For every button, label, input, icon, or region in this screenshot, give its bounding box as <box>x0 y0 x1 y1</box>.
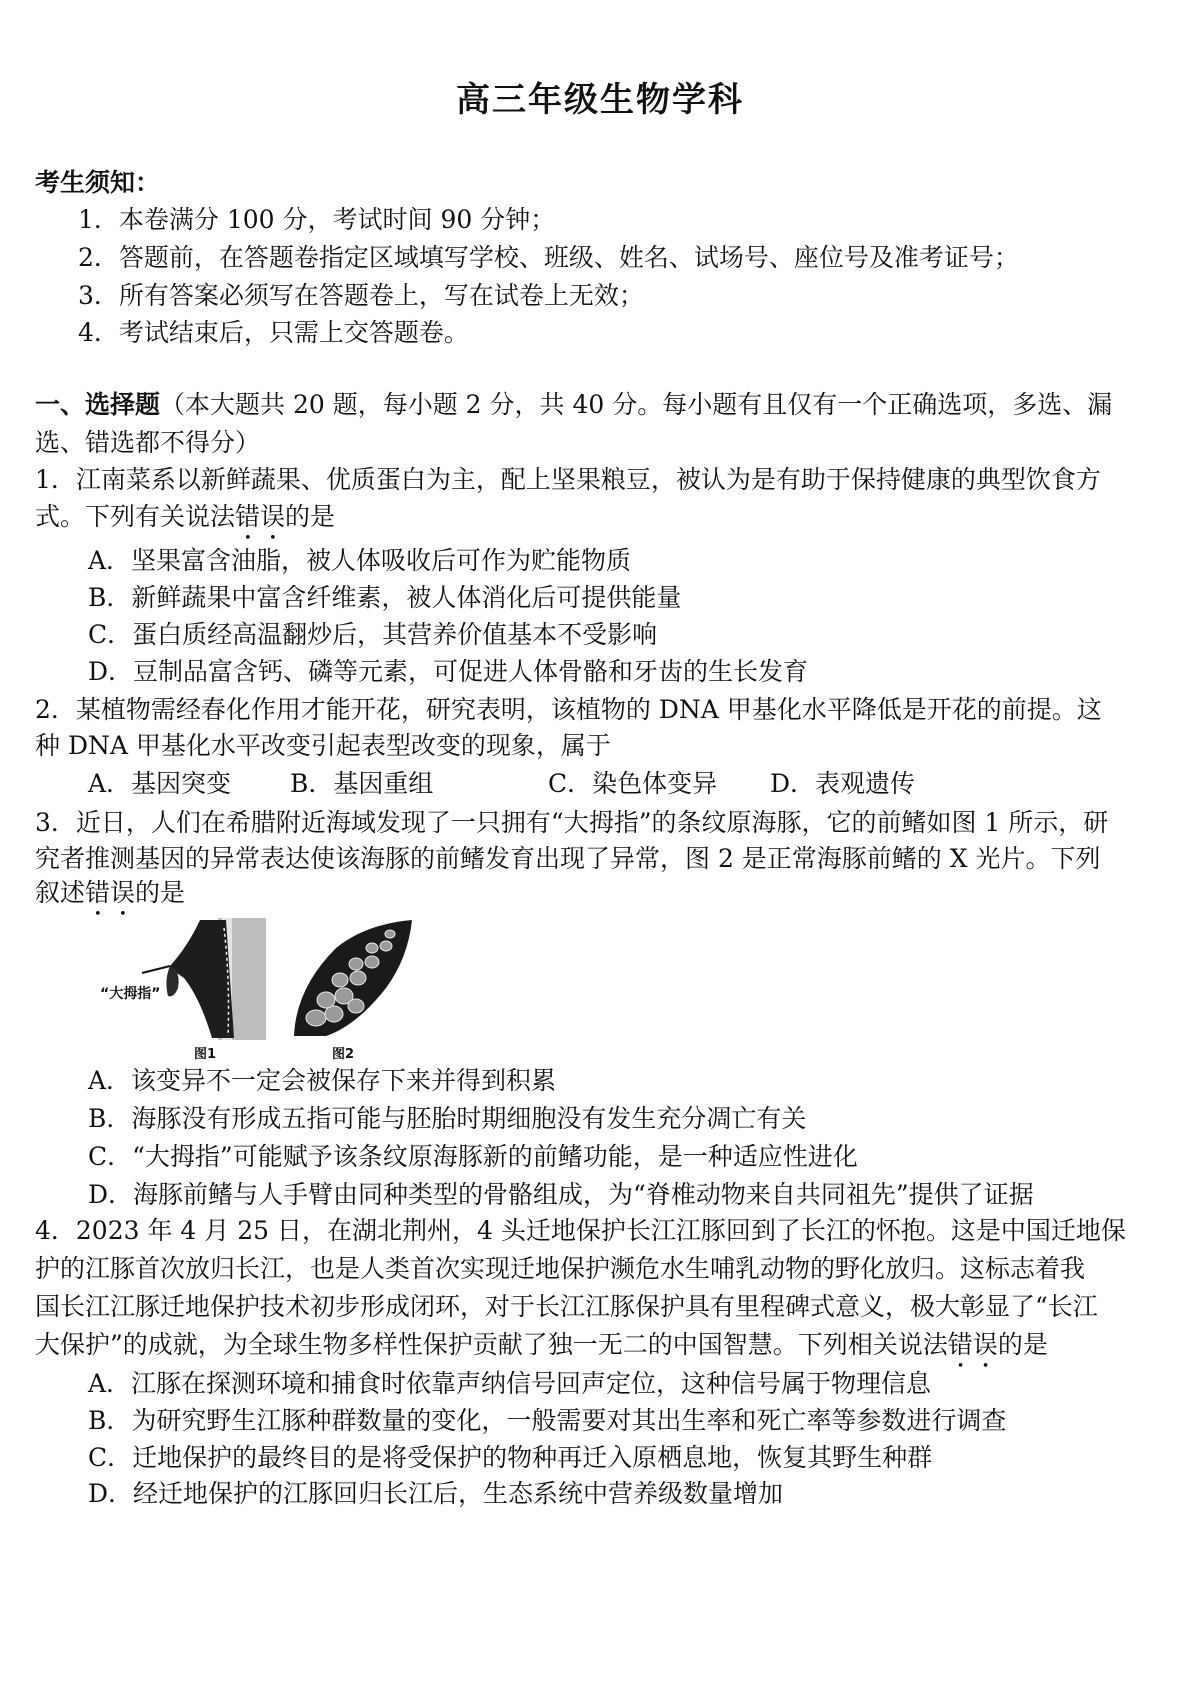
section-desc-2: 选、错选都不得分） <box>35 428 261 457</box>
q3-option-a: A．该变异不一定会被保存下来并得到积累 <box>88 1066 557 1095</box>
q3-option-b: B．海豚没有形成五指可能与胚胎时期细胞没有发生充分凋亡有关 <box>88 1104 807 1133</box>
q1-stem-2-pre: 式。下列有关说法 <box>35 502 236 531</box>
q4-option-c: C．迁地保护的最终目的是将受保护的物种再迁入原栖息地，恢复其野生种群 <box>88 1443 933 1472</box>
q3-stem-3 <box>35 878 185 922</box>
q1-option-d: D．豆制品富含钙、磷等元素，可促进人体骨骼和牙齿的生长发育 <box>88 657 809 686</box>
q2-option-b: B．基因重组 <box>290 769 434 798</box>
figure-1-caption: 图1 <box>194 1047 217 1062</box>
q3-option-d: D．海豚前鳍与人手臂由同种类型的骨骼组成，为“脊椎动物来自共同祖先”提供了证据 <box>88 1180 1034 1209</box>
q4-stem-4 <box>35 1330 1048 1374</box>
q3-stem-1: 3．近日，人们在希腊附近海域发现了一只拥有“大拇指”的条纹原海豚，它的前鳍如图 1 所示，研 <box>35 808 1109 837</box>
q3-stem-2: 究者推测基因的异常表达使该海豚的前鳍发育出现了异常，图 2 是正常海豚前鳍的 X 光片。下列 <box>35 844 1101 873</box>
page-title: 高三年级生物学科 <box>456 80 744 120</box>
q4-stem-4-pre: 大保护”的成就，为全球生物多样性保护贡献了独一无二的中国智慧。下列相关说法 <box>35 1330 948 1359</box>
q2-option-c: C．染色体变异 <box>548 769 718 798</box>
q3-emphasis: 错误 <box>85 878 136 907</box>
q4-stem-1: 4．2023 年 4 月 25 日，在湖北荆州，4 头迁地保护长江江豚回到了长江的怀抱。这是中国迁地保 <box>35 1216 1126 1245</box>
q2-stem-2: 种 DNA 甲基化水平改变引起表型改变的现象，属于 <box>35 731 611 760</box>
q1-stem-2-post: 的是 <box>285 502 336 531</box>
q1-option-c: C．蛋白质经高温翻炒后，其营养价值基本不受影响 <box>88 620 658 649</box>
q3-stem-3-pre: 叙述 <box>35 878 86 907</box>
q2-option-d: D．表观遗传 <box>770 769 916 798</box>
q4-emphasis: 错误 <box>947 1330 998 1359</box>
q4-stem-2: 护的江豚首次放归长江，也是人类首次实现迁地保护濒危水生哺乳动物的野化放归。这标志着我 <box>35 1254 1086 1283</box>
notice-label: 考生须知： <box>35 168 161 197</box>
notice-item-4: 4．考试结束后，只需上交答题卷。 <box>78 318 469 347</box>
q4-stem-3: 国长江江豚迁地保护技术初步形成闭环，对于长江江豚保护具有里程碑式意义，极大彰显了“长江 <box>35 1292 1098 1321</box>
q1-option-b: B．新鲜蔬果中富含纤维素，被人体消化后可提供能量 <box>88 583 682 612</box>
figure-1-dolphin-fin-photo <box>130 918 270 1043</box>
notice-item-3: 3．所有答案必须写在答题卷上，写在试卷上无效； <box>78 281 644 310</box>
q1-option-a: A．坚果富含油脂，被人体吸收后可作为贮能物质 <box>88 546 632 575</box>
section-desc-1: （本大题共 20 题，每小题 2 分，共 40 分。每小题有且仅有一个正确选项，多选、漏 <box>160 390 1113 419</box>
q3-option-c: C．“大拇指”可能赋予该条纹原海豚新的前鳍功能，是一种适应性进化 <box>88 1142 858 1171</box>
q1-stem-2 <box>35 502 335 546</box>
figure-2-caption: 图2 <box>332 1047 355 1062</box>
q4-option-b: B．为研究野生江豚种群数量的变化，一般需要对其出生率和死亡率等参数进行调查 <box>88 1406 1007 1435</box>
q1-stem-1: 1．江南菜系以新鲜蔬果、优质蛋白为主，配上坚果粮豆，被认为是有助于保持健康的典型饮食方 <box>35 465 1101 494</box>
figure-2-dolphin-fin-xray <box>286 918 416 1038</box>
q1-emphasis: 错误 <box>235 502 286 531</box>
notice-item-1: 1．本卷满分 100 分，考试时间 90 分钟； <box>78 205 556 234</box>
q2-stem-1: 2．某植物需经春化作用才能开花，研究表明，该植物的 DNA 甲基化水平降低是开花的前提。这 <box>35 695 1102 724</box>
q4-option-d: D．经迁地保护的江豚回归长江后，生态系统中营养级数量增加 <box>88 1479 784 1508</box>
q2-option-a: A．基因突变 <box>88 769 232 798</box>
q4-option-a: A．江豚在探测环境和捕食时依靠声纳信号回声定位，这种信号属于物理信息 <box>88 1369 932 1398</box>
section-heading <box>35 390 1112 420</box>
notice-item-2: 2．答题前，在答题卷指定区域填写学校、班级、姓名、试场号、座位号及准考证号； <box>78 243 1019 272</box>
section-title: 一、选择题 <box>35 390 161 419</box>
q3-stem-3-post: 的是 <box>135 878 186 907</box>
q4-stem-4-post: 的是 <box>997 1330 1048 1359</box>
figure-1-thumb-label: “大拇指” <box>100 986 161 1002</box>
